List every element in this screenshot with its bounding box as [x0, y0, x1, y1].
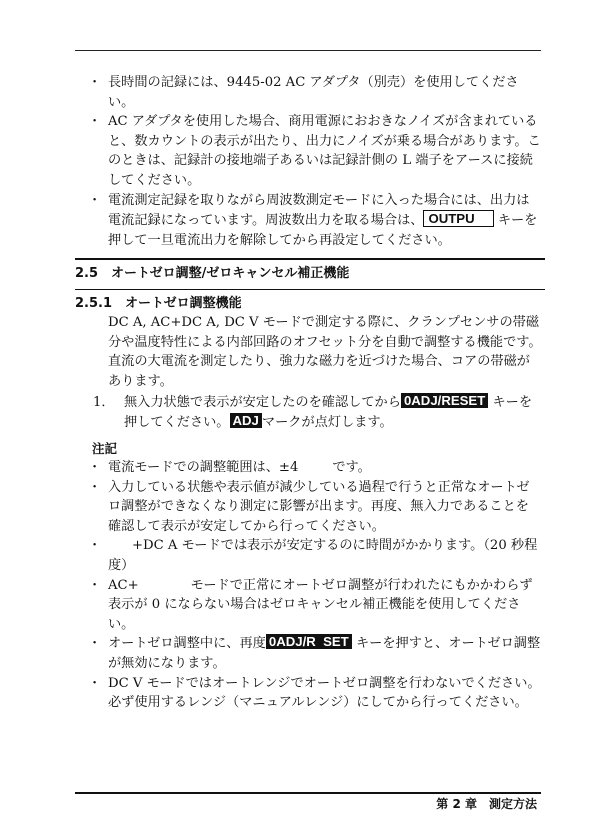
- list-item: ・ 長時間の記録には、9445-02 AC アダプタ（別売）を使用してください。: [78, 73, 542, 112]
- notes-list: [78, 458, 542, 713]
- subsection-title: 2.5.1 オートゼロ調整機能: [75, 295, 242, 311]
- list-item: [78, 576, 542, 635]
- note-text: オートゼロ調整中に、再度: [108, 636, 266, 652]
- list-item: ・ DC V モードではオートレンジでオートゼロ調整を行わないでください。必ず使用するレンジ（マニュアルレンジ）にしてから行ってください。: [78, 674, 542, 713]
- list-item: [78, 634, 542, 673]
- list-item: [78, 536, 542, 575]
- intro-paragraph: DC A, AC+DC A, DC V モードで測定する際に、クランプセンサの帯磁分や温度特性による内部回路のオフセット分を自動で調整する機能です。直流の大電流を測定したり、強力な磁力を近づけた場合、コアの帯磁があります。: [108, 314, 542, 389]
- note-text: です。: [332, 460, 371, 476]
- section-rule: [75, 258, 545, 260]
- footer-rule: [75, 792, 541, 794]
- note-text: キーを押して一旦電流出力を解除してから再設定してください。: [108, 213, 538, 248]
- header-rule: [75, 50, 541, 51]
- section-rule-thin: [75, 289, 545, 290]
- zero-adj-reset-key-label: 0ADJ/RESET: [401, 393, 488, 408]
- notes-heading: 注記: [92, 440, 118, 456]
- list-item: ・ AC アダプタを使用した場合、商用電源におおきなノイズが含まれていると、数カウントの表示が出たり、出力にノイズが乗る場合があります。このときは、記録計の接地端子あるいは記録計側の L 端子をアースに接続してください。: [78, 112, 542, 190]
- list-item: [78, 458, 542, 478]
- step-1: [78, 393, 542, 432]
- step-text: マークが点灯します。: [261, 414, 393, 430]
- list-item: ・ 入力している状態や表示値が減少している過程で行うと正常なオートゼロ調整ができなくなり測定に影響が出ます。再度、無入力であることを確認して表示が安定してから行ってください。: [78, 478, 542, 537]
- outpu-key-label: OUTPU: [423, 210, 493, 227]
- note-text: +DC A モードでは表示が安定するのに時間がかかります。（20 秒程度）: [108, 538, 538, 574]
- top-notes-list: [78, 73, 542, 250]
- page-footer: 第 2 章 測定方法: [436, 797, 537, 811]
- note-text: AC+: [108, 577, 139, 593]
- zero-adj-reset-key-label: 0ADJ/R SET: [266, 634, 352, 649]
- note-text: 電流モードでの調整範囲は、±4: [108, 460, 299, 476]
- step-text: キーを押してください。: [124, 395, 533, 430]
- step-text: 無入力状態で表示が安定したのを確認してから: [124, 395, 401, 411]
- step-number: 1．: [93, 395, 115, 411]
- list-item: [78, 191, 542, 251]
- note-text: キーを押すと、オートゼロ調整が無効になります。: [108, 636, 541, 672]
- note-text: 電流測定記録を取りながら周波数測定モードに入った場合には、出力は電流記録になっています。周波数出力を取る場合は、: [108, 192, 530, 229]
- section-title: 2.5 オートゼロ調整/ゼロキャンセル補正機能: [75, 266, 350, 282]
- note-text: モードで正常にオートゼロ調整が行われたにもかかわらず表示が 0 にならない場合はゼロキャンセル補正機能を使用してください。: [108, 577, 533, 632]
- page-content: [75, 73, 542, 713]
- adj-mark-label: ADJ: [230, 413, 262, 428]
